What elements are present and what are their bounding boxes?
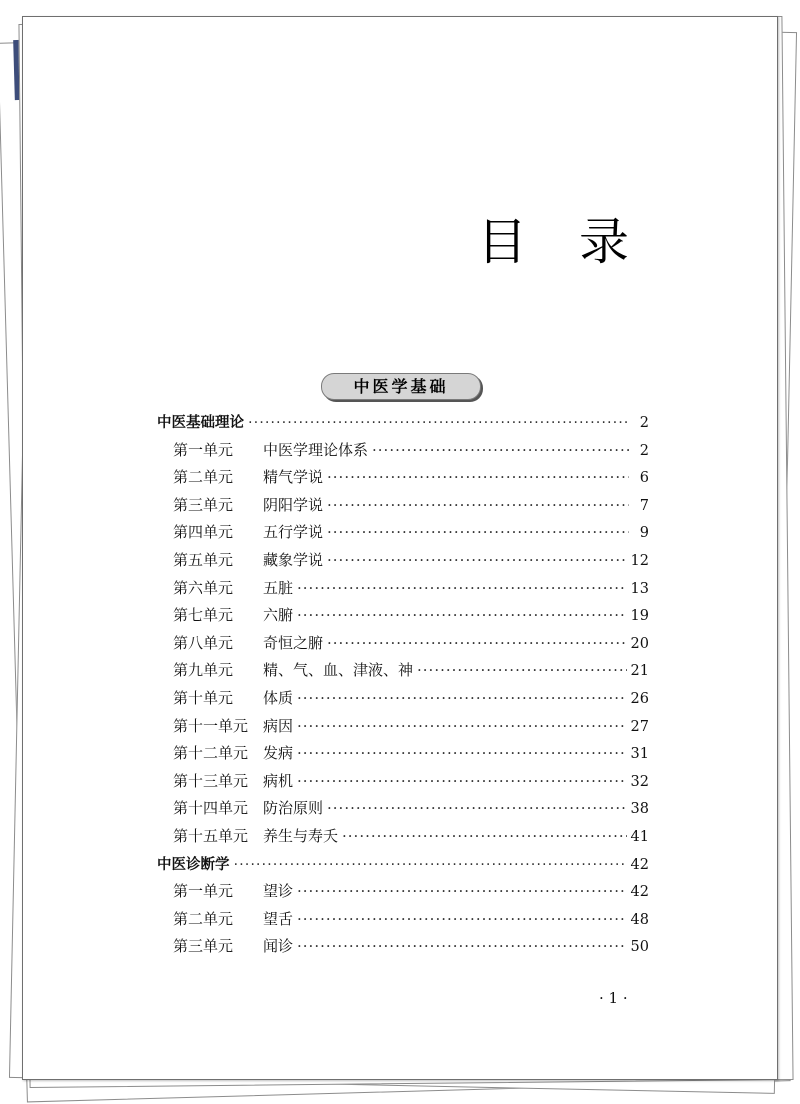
toc-entry-title: 精、气、血、津液、神: [263, 661, 414, 680]
toc-unit-entry[interactable]: [157, 770, 649, 798]
toc-unit-number: 第十一单元: [173, 716, 249, 735]
toc-entry-title: 防治原则: [263, 799, 324, 818]
toc-leader-dots: [248, 415, 629, 431]
toc-page-number: 42: [630, 856, 649, 873]
toc-unit-number: 第八单元: [173, 633, 234, 652]
toc-entry-title: 养生与寿夭: [263, 826, 339, 845]
toc-leader-dots: [297, 717, 627, 735]
toc-unit-entry[interactable]: [157, 935, 649, 963]
toc-page-number: 38: [630, 801, 649, 818]
toc-unit-number: 第四单元: [173, 523, 234, 542]
toc-leader-dots: [327, 523, 629, 541]
toc-unit-number: 第十三单元: [173, 771, 249, 790]
toc-unit-number: 第六单元: [173, 578, 234, 597]
toc-entry-title: 奇恒之腑: [263, 633, 324, 652]
toc-unit-number: 第二单元: [173, 468, 234, 487]
toc-unit-entry[interactable]: [157, 632, 649, 660]
toc-leader-dots: [327, 551, 627, 569]
toc-unit-entry[interactable]: [157, 908, 649, 936]
toc-unit-entry[interactable]: [157, 521, 649, 549]
toc-page-number: 32: [630, 773, 649, 790]
toc-page-number: 9: [639, 525, 649, 542]
section-badge: 中医学基础: [321, 373, 481, 400]
toc-page-number: 27: [630, 718, 649, 735]
toc-leader-dots: [234, 857, 627, 873]
toc-entry-title: 病机: [263, 771, 294, 790]
table-of-contents: [157, 411, 649, 963]
toc-part-entry[interactable]: [157, 853, 649, 881]
toc-unit-number: 第十二单元: [173, 744, 249, 763]
toc-page-number: 2: [639, 442, 649, 459]
toc-leader-dots: [297, 744, 627, 762]
toc-entry-title: 五脏: [263, 578, 294, 597]
toc-unit-entry[interactable]: [157, 797, 649, 825]
toc-leader-dots: [372, 441, 629, 459]
toc-leader-dots: [297, 937, 627, 955]
toc-page-number: 26: [630, 690, 649, 707]
toc-unit-number: 第三单元: [173, 937, 234, 956]
toc-leader-dots: [417, 661, 627, 679]
toc-entry-title: 发病: [263, 744, 294, 763]
toc-entry-title: 望诊: [263, 882, 294, 901]
toc-page-number: 7: [639, 497, 649, 514]
toc-entry-title: 五行学说: [263, 523, 324, 542]
toc-unit-number: 第十四单元: [173, 799, 249, 818]
toc-page-number: 12: [630, 552, 649, 569]
toc-unit-number: 第十单元: [173, 688, 234, 707]
toc-page-number: 48: [630, 911, 649, 928]
toc-page-number: 2: [639, 415, 649, 431]
toc-entry-title: 阴阳学说: [263, 495, 324, 514]
toc-page-number: 31: [630, 746, 649, 763]
toc-unit-number: 第三单元: [173, 495, 234, 514]
toc-unit-number: 第十五单元: [173, 826, 249, 845]
toc-page-number: 20: [630, 635, 649, 652]
toc-page-number: 21: [630, 663, 649, 680]
toc-leader-dots: [297, 910, 627, 928]
toc-entry-title: 望舌: [263, 909, 294, 928]
toc-page-number: 19: [630, 608, 649, 625]
toc-page-number: 41: [630, 828, 649, 845]
toc-unit-entry[interactable]: [157, 825, 649, 853]
toc-page-number: 50: [630, 939, 649, 956]
page-number: · 1 ·: [599, 989, 628, 1007]
toc-leader-dots: [342, 827, 627, 845]
toc-entry-title: 中医诊断学: [157, 856, 230, 873]
toc-entry-title: 病因: [263, 716, 294, 735]
toc-unit-number: 第九单元: [173, 661, 234, 680]
toc-unit-number: 第一单元: [173, 882, 234, 901]
toc-leader-dots: [297, 606, 627, 624]
page-title: 目 录: [477, 213, 647, 271]
toc-leader-dots: [327, 496, 629, 514]
toc-entry-title: 中医基础理论: [157, 415, 244, 431]
toc-unit-entry[interactable]: [157, 549, 649, 577]
toc-entry-title: 体质: [263, 688, 294, 707]
toc-unit-entry[interactable]: [157, 742, 649, 770]
toc-entry-title: 精气学说: [263, 468, 324, 487]
toc-entry-title: 中医学理论体系: [263, 440, 369, 459]
toc-unit-number: 第七单元: [173, 606, 234, 625]
toc-unit-entry[interactable]: [157, 466, 649, 494]
toc-unit-number: 第二单元: [173, 909, 234, 928]
toc-unit-number: 第五单元: [173, 550, 234, 569]
toc-page-number: 6: [639, 470, 649, 487]
toc-unit-entry[interactable]: [157, 439, 649, 467]
toc-leader-dots: [297, 579, 627, 597]
toc-entry-title: 闻诊: [263, 937, 294, 956]
toc-page-number: 42: [630, 884, 649, 901]
toc-unit-entry[interactable]: [157, 659, 649, 687]
toc-leader-dots: [327, 468, 629, 486]
toc-page-number: 13: [630, 580, 649, 597]
toc-leader-dots: [297, 689, 627, 707]
toc-unit-entry[interactable]: [157, 880, 649, 908]
toc-leader-dots: [297, 882, 627, 900]
toc-unit-entry[interactable]: [157, 577, 649, 605]
toc-entry-title: 藏象学说: [263, 550, 324, 569]
toc-unit-number: 第一单元: [173, 440, 234, 459]
document-page: [22, 16, 778, 1080]
toc-unit-entry[interactable]: [157, 604, 649, 632]
toc-unit-entry[interactable]: [157, 715, 649, 743]
toc-unit-entry[interactable]: [157, 687, 649, 715]
toc-unit-entry[interactable]: [157, 494, 649, 522]
toc-leader-dots: [297, 772, 627, 790]
toc-part-entry[interactable]: [157, 411, 649, 439]
toc-leader-dots: [327, 634, 627, 652]
toc-entry-title: 六腑: [263, 606, 294, 625]
toc-leader-dots: [327, 799, 627, 817]
